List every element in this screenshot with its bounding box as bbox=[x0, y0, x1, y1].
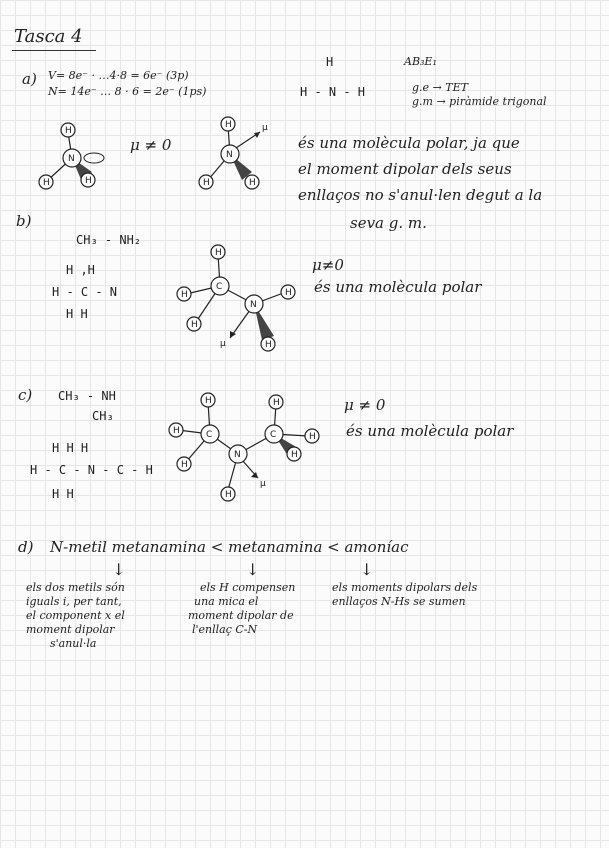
svg-text:H: H bbox=[225, 490, 232, 500]
explanation-line-4: seva g. m. bbox=[350, 214, 427, 232]
svg-text:H: H bbox=[173, 426, 180, 436]
ammonia-3d-sketch bbox=[36, 118, 116, 198]
svg-text:H: H bbox=[191, 320, 198, 330]
arrow-2: ↓ bbox=[246, 560, 260, 579]
arrow-3: ↓ bbox=[360, 560, 374, 579]
ammonia-dipole-sketch bbox=[196, 116, 276, 196]
ammonia-lewis-formula: H - N - H bbox=[300, 85, 366, 99]
nitrogen-atom: N bbox=[68, 154, 75, 164]
section-d-label: d) bbox=[18, 538, 34, 556]
svg-text:μ: μ bbox=[262, 123, 268, 133]
explanation-line-3: enllaços no s'anul·len degut a la bbox=[298, 186, 543, 204]
dipole-moment-b: μ≠0 bbox=[312, 256, 344, 274]
dimethylamine-lewis-3: H H bbox=[52, 487, 74, 501]
svg-text:C: C bbox=[270, 430, 277, 440]
section-b-label: b) bbox=[16, 212, 32, 230]
electron-count-line-1: V= 8e⁻ · …4·8 = 6e⁻ (3p) bbox=[48, 69, 189, 82]
section-a-label: a) bbox=[22, 70, 37, 88]
dimethylamine-lewis-2: H - C - N - C - H bbox=[30, 463, 153, 477]
section-c-label: c) bbox=[18, 386, 33, 404]
svg-text:μ: μ bbox=[260, 479, 266, 489]
svg-text:H: H bbox=[291, 450, 298, 460]
svg-text:μ: μ bbox=[220, 339, 226, 349]
svg-text:H: H bbox=[203, 178, 210, 188]
svg-text:H: H bbox=[309, 432, 316, 442]
arrow-1: ↓ bbox=[112, 560, 126, 579]
methanamine-lewis-3: H H bbox=[66, 307, 88, 321]
dimethylamine-3d-sketch bbox=[166, 390, 326, 510]
explanation-line-2: el moment dipolar dels seus bbox=[298, 160, 512, 178]
electron-count-line-2: N= 14e⁻ … 8 · 6 = 2e⁻ (1ps) bbox=[48, 85, 207, 98]
svg-text:N: N bbox=[234, 450, 241, 460]
vsepr-notation: AB₃E₁ bbox=[404, 55, 437, 68]
polarity-ranking: N-metil metanamina < metanamina < amoníac bbox=[50, 538, 409, 556]
svg-text:H: H bbox=[249, 178, 256, 188]
svg-text:H: H bbox=[85, 176, 92, 186]
electronic-geometry: g.e → TET bbox=[412, 81, 468, 94]
svg-text:H: H bbox=[285, 288, 292, 298]
svg-text:N: N bbox=[250, 300, 257, 310]
svg-text:C: C bbox=[206, 430, 213, 440]
polar-statement-b: és una molècula polar bbox=[314, 278, 482, 296]
svg-text:C: C bbox=[216, 282, 223, 292]
dipole-moment-a: μ ≠ 0 bbox=[130, 136, 172, 154]
svg-text:H: H bbox=[215, 248, 222, 258]
methanamine-lewis-2: H - C - N bbox=[52, 285, 118, 299]
svg-text:N: N bbox=[226, 150, 233, 160]
svg-text:H: H bbox=[181, 290, 188, 300]
ammonia-lewis-top-h: H bbox=[326, 55, 334, 69]
svg-text:H: H bbox=[225, 120, 232, 130]
svg-text:H: H bbox=[43, 178, 50, 188]
svg-text:H: H bbox=[273, 398, 280, 408]
svg-text:H: H bbox=[205, 396, 212, 406]
methanamine-lewis-1: H ,H bbox=[66, 263, 95, 277]
svg-text:H: H bbox=[265, 340, 272, 350]
dipole-moment-c: μ ≠ 0 bbox=[344, 396, 386, 414]
svg-text:H: H bbox=[181, 460, 188, 470]
explanation-line-1: és una molècula polar, ja que bbox=[298, 134, 520, 152]
dimethylamine-lewis-1: H H H bbox=[52, 441, 89, 455]
svg-text:H: H bbox=[65, 126, 72, 136]
dimethylamine-formula-1: CH₃ - NH bbox=[58, 389, 116, 403]
methanamine-3d-sketch bbox=[172, 240, 302, 360]
molecular-geometry: g.m → piràmide trigonal bbox=[412, 95, 547, 108]
polar-statement-c: és una molècula polar bbox=[346, 422, 514, 440]
title-underline bbox=[12, 50, 96, 51]
page-title: Tasca 4 bbox=[14, 26, 83, 47]
dimethylamine-formula-2: CH₃ bbox=[92, 409, 114, 423]
methanamine-formula: CH₃ - NH₂ bbox=[76, 233, 142, 247]
